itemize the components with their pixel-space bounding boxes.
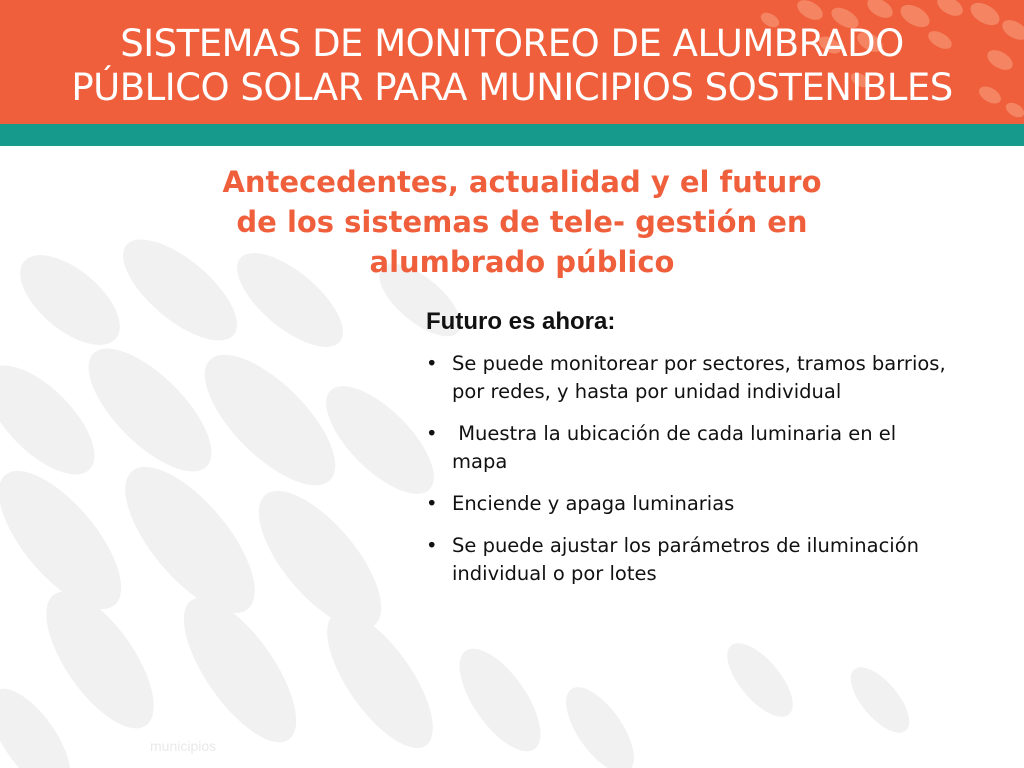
bullet-list [426,350,946,588]
content-block [426,308,946,602]
bullet-text: Muestra la ubicación de cada luminaria en el mapa [452,422,903,473]
slide-subtitle-line-1: Antecedentes, actualidad y el futuro [222,165,822,199]
bullet-item [426,532,946,588]
title-banner [0,0,1024,124]
slide-subtitle-line-2: de los sistemas de tele- gestión en [236,205,808,239]
slide-title-line-2: PÚBLICO SOLAR PARA MUNICIPIOS SOSTENIBLES [71,66,953,109]
teal-divider-band [0,124,1024,146]
bullet-item [426,490,946,518]
slide-title [0,22,1024,110]
slide-title-line-1: SISTEMAS DE MONITOREO DE ALUMBRADO [120,22,904,65]
bullet-marker: • [426,422,438,445]
footer-text: municipios [150,738,217,754]
bullet-text: Se puede ajustar los parámetros de iluminación individual o por lotes [452,534,920,585]
bullet-marker: • [426,492,438,515]
bullet-item [426,350,946,406]
bullet-marker: • [426,352,438,375]
bullet-marker: • [426,534,438,557]
bullet-text: Se puede monitorear por sectores, tramos barrios, por redes, y hasta por unidad individual [452,352,946,403]
content-heading: Futuro es ahora: [426,308,616,335]
bullet-item [426,420,946,476]
slide-subtitle-line-3: alumbrado público [369,245,675,279]
slide-subtitle [170,162,874,282]
bullet-text: Enciende y apaga luminarias [452,492,735,515]
